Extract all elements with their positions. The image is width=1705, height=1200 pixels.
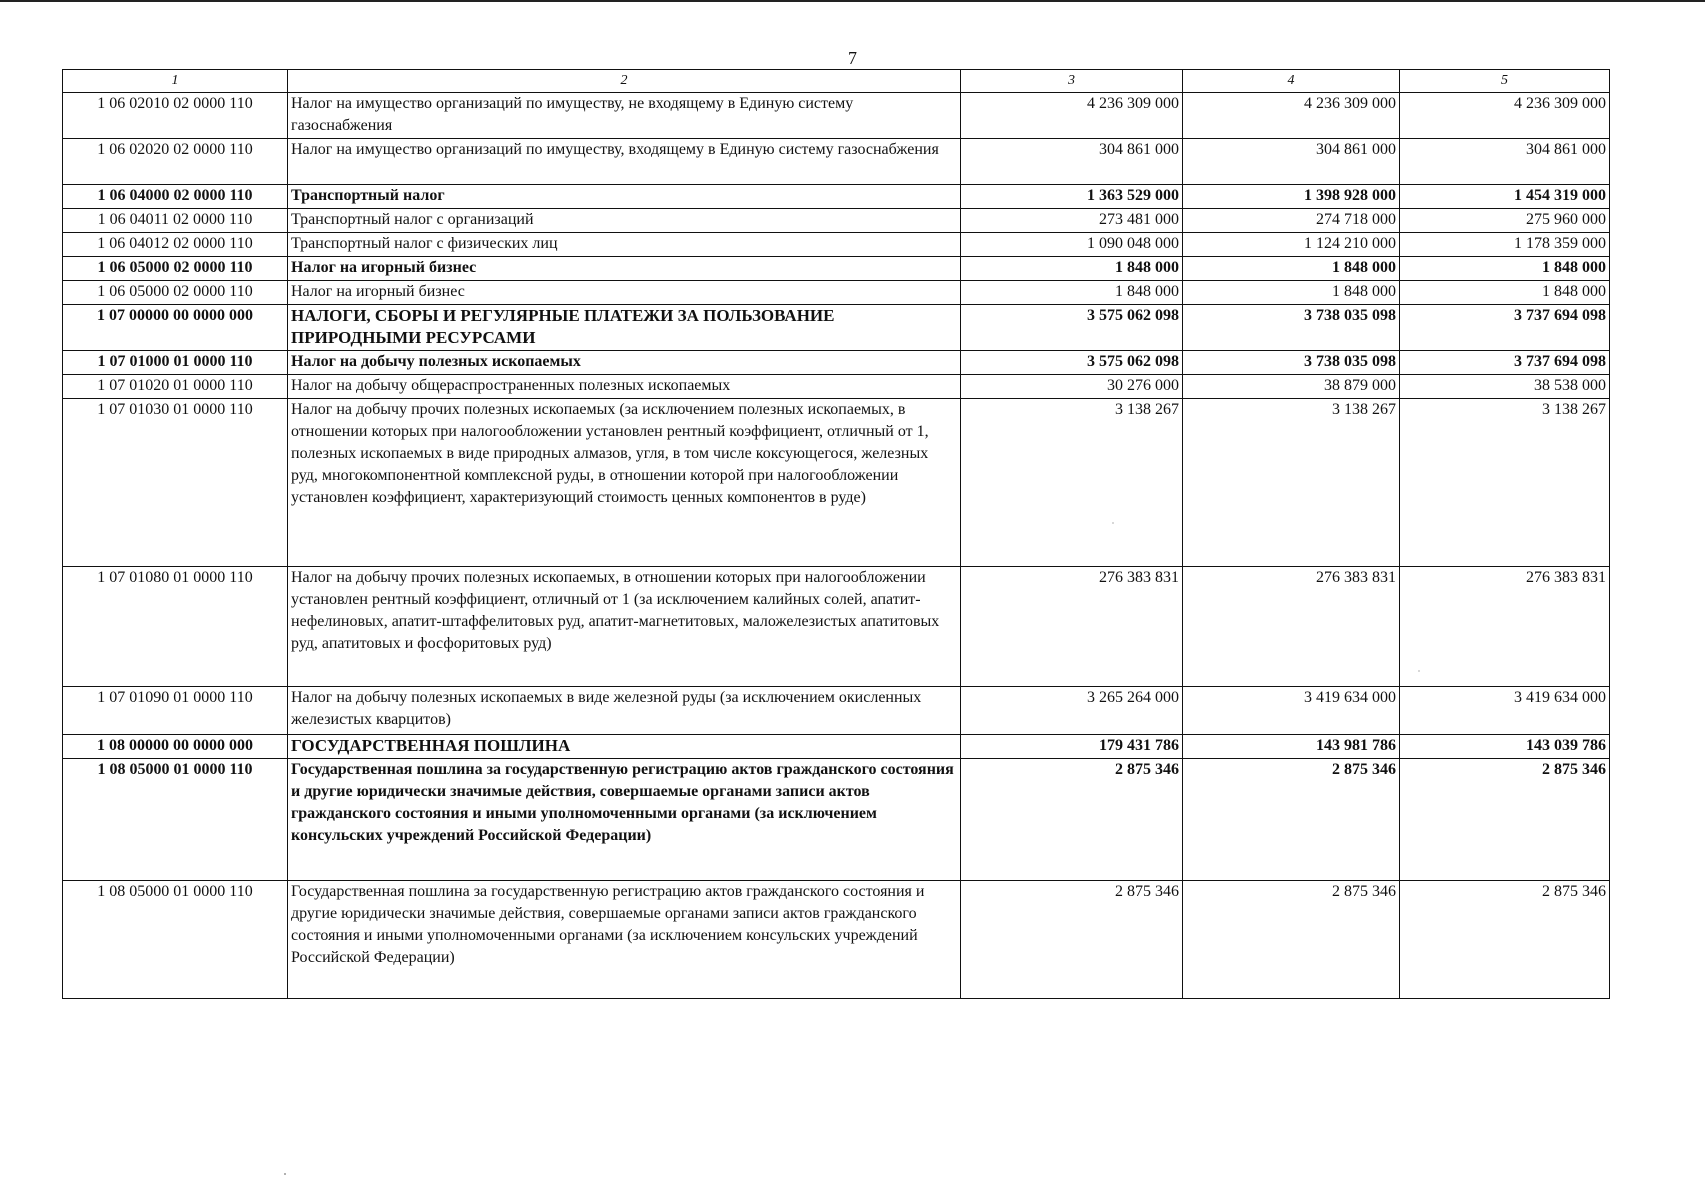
column-header-4: 4 xyxy=(1183,70,1400,93)
column-header-2: 2 xyxy=(288,70,961,93)
row-name-cell: Налог на добычу прочих полезных ископаемых, в отношении которых при налогообложении установлен рентный коэффициент, отличный от 1 (за исключением калийных солей, апатит-нефелиновых, апатит-штаффелитовых руд, апатит-магнетитовых, маложелезистых апатитовых руд, апатитовых и фосфоритовых руд) xyxy=(288,567,961,687)
table-row xyxy=(63,687,1610,735)
table-row xyxy=(63,233,1610,257)
row-value-col3: 273 481 000 xyxy=(961,209,1183,233)
row-value-col5: 1 178 359 000 xyxy=(1400,233,1610,257)
row-name-cell: Налог на добычу полезных ископаемых в виде железной руды (за исключением окисленных железистых кварцитов) xyxy=(288,687,961,735)
row-name-cell: НАЛОГИ, СБОРЫ И РЕГУЛЯРНЫЕ ПЛАТЕЖИ ЗА ПОЛЬЗОВАНИЕ ПРИРОДНЫМИ РЕСУРСАМИ xyxy=(288,305,961,351)
row-value-col3: 1 090 048 000 xyxy=(961,233,1183,257)
row-code-cell: 1 07 01020 01 0000 110 xyxy=(63,375,288,399)
row-value-col3: 2 875 346 xyxy=(961,759,1183,881)
row-name-cell: Транспортный налог с физических лиц xyxy=(288,233,961,257)
scan-speck xyxy=(1418,670,1420,672)
scan-speck xyxy=(284,1173,286,1175)
row-value-col4: 3 738 035 098 xyxy=(1183,351,1400,375)
row-name-cell: Налог на добычу общераспространенных полезных ископаемых xyxy=(288,375,961,399)
row-code-cell: 1 07 01000 01 0000 110 xyxy=(63,351,288,375)
table-row xyxy=(63,881,1610,999)
row-value-col5: 304 861 000 xyxy=(1400,139,1610,185)
row-value-col5: 3 138 267 xyxy=(1400,399,1610,567)
table-row xyxy=(63,351,1610,375)
row-value-col4: 1 848 000 xyxy=(1183,257,1400,281)
row-name-cell: Налог на добычу полезных ископаемых xyxy=(288,351,961,375)
row-value-col3: 1 848 000 xyxy=(961,257,1183,281)
row-name-cell: Государственная пошлина за государственную регистрацию актов гражданского состояния и другие юридически значимые действия, совершаемые органами записи актов гражданского состояния и иными уполномоченными органами (за исключением консульских учреждений Российской Федерации) xyxy=(288,759,961,881)
row-value-col4: 1 848 000 xyxy=(1183,281,1400,305)
row-value-col4: 2 875 346 xyxy=(1183,881,1400,999)
table-row xyxy=(63,185,1610,209)
row-code-cell: 1 06 05000 02 0000 110 xyxy=(63,281,288,305)
row-name-cell: Налог на игорный бизнес xyxy=(288,281,961,305)
row-value-col4: 274 718 000 xyxy=(1183,209,1400,233)
row-code-cell: 1 08 05000 01 0000 110 xyxy=(63,881,288,999)
row-code-cell: 1 06 02010 02 0000 110 xyxy=(63,93,288,139)
row-value-col3: 304 861 000 xyxy=(961,139,1183,185)
row-code-cell: 1 06 04000 02 0000 110 xyxy=(63,185,288,209)
row-value-col3: 2 875 346 xyxy=(961,881,1183,999)
table-row xyxy=(63,281,1610,305)
row-value-col5: 275 960 000 xyxy=(1400,209,1610,233)
column-header-5: 5 xyxy=(1400,70,1610,93)
row-code-cell: 1 07 01090 01 0000 110 xyxy=(63,687,288,735)
row-value-col4: 3 738 035 098 xyxy=(1183,305,1400,351)
row-value-col4: 2 875 346 xyxy=(1183,759,1400,881)
row-name-cell: Транспортный налог xyxy=(288,185,961,209)
row-value-col5: 2 875 346 xyxy=(1400,881,1610,999)
row-value-col4: 4 236 309 000 xyxy=(1183,93,1400,139)
row-code-cell: 1 07 01080 01 0000 110 xyxy=(63,567,288,687)
table-row xyxy=(63,93,1610,139)
row-value-col3: 3 575 062 098 xyxy=(961,305,1183,351)
row-code-cell: 1 06 04012 02 0000 110 xyxy=(63,233,288,257)
row-value-col5: 143 039 786 xyxy=(1400,735,1610,759)
row-value-col4: 276 383 831 xyxy=(1183,567,1400,687)
row-value-col3: 276 383 831 xyxy=(961,567,1183,687)
row-value-col4: 304 861 000 xyxy=(1183,139,1400,185)
row-value-col3: 3 138 267 xyxy=(961,399,1183,567)
row-value-col3: 3 265 264 000 xyxy=(961,687,1183,735)
row-code-cell: 1 07 00000 00 0000 000 xyxy=(63,305,288,351)
row-code-cell: 1 06 04011 02 0000 110 xyxy=(63,209,288,233)
row-value-col5: 2 875 346 xyxy=(1400,759,1610,881)
table-row xyxy=(63,375,1610,399)
row-value-col5: 1 454 319 000 xyxy=(1400,185,1610,209)
row-value-col4: 143 981 786 xyxy=(1183,735,1400,759)
table-row xyxy=(63,139,1610,185)
row-value-col5: 3 737 694 098 xyxy=(1400,351,1610,375)
row-value-col4: 38 879 000 xyxy=(1183,375,1400,399)
row-value-col4: 3 419 634 000 xyxy=(1183,687,1400,735)
table-row xyxy=(63,567,1610,687)
row-value-col3: 4 236 309 000 xyxy=(961,93,1183,139)
scan-speck xyxy=(1112,522,1114,524)
row-code-cell: 1 07 01030 01 0000 110 xyxy=(63,399,288,567)
row-value-col3: 179 431 786 xyxy=(961,735,1183,759)
row-value-col3: 3 575 062 098 xyxy=(961,351,1183,375)
row-name-cell: Транспортный налог с организаций xyxy=(288,209,961,233)
row-name-cell: Налог на имущество организаций по имуществу, входящему в Единую систему газоснабжения xyxy=(288,139,961,185)
row-name-cell: ГОСУДАРСТВЕННАЯ ПОШЛИНА xyxy=(288,735,961,759)
row-value-col4: 3 138 267 xyxy=(1183,399,1400,567)
table-body xyxy=(63,93,1610,999)
row-name-cell: Налог на игорный бизнес xyxy=(288,257,961,281)
row-code-cell: 1 08 05000 01 0000 110 xyxy=(63,759,288,881)
table-row xyxy=(63,735,1610,759)
column-header-1: 1 xyxy=(63,70,288,93)
revenue-table xyxy=(62,69,1610,999)
row-name-cell: Налог на добычу прочих полезных ископаемых (за исключением полезных ископаемых, в отношении которых при налогообложении установлен рентный коэффициент, отличный от 1, полезных ископаемых в виде природных алмазов, угля, в том числе коксующегося, железных руд, многокомпонентной комплексной руды, в отношении которой при налогообложении установлен коэффициент, характеризующий стоимость ценных компонентов в руде) xyxy=(288,399,961,567)
row-name-cell: Государственная пошлина за государственную регистрацию актов гражданского состояния и другие юридически значимые действия, совершаемые органами записи актов гражданского состояния и иными уполномоченными органами (за исключением консульских учреждений Российской Федерации) xyxy=(288,881,961,999)
row-value-col4: 1 124 210 000 xyxy=(1183,233,1400,257)
table-row xyxy=(63,399,1610,567)
row-value-col5: 1 848 000 xyxy=(1400,257,1610,281)
page-number: 7 xyxy=(848,48,857,68)
row-value-col5: 38 538 000 xyxy=(1400,375,1610,399)
row-value-col3: 1 848 000 xyxy=(961,281,1183,305)
row-value-col5: 3 419 634 000 xyxy=(1400,687,1610,735)
row-name-cell: Налог на имущество организаций по имуществу, не входящему в Единую систему газоснабжения xyxy=(288,93,961,139)
row-value-col5: 1 848 000 xyxy=(1400,281,1610,305)
row-value-col5: 3 737 694 098 xyxy=(1400,305,1610,351)
table-row xyxy=(63,305,1610,351)
table-row xyxy=(63,209,1610,233)
row-value-col5: 276 383 831 xyxy=(1400,567,1610,687)
row-code-cell: 1 06 02020 02 0000 110 xyxy=(63,139,288,185)
table-row xyxy=(63,257,1610,281)
column-header-3: 3 xyxy=(961,70,1183,93)
table-row xyxy=(63,759,1610,881)
row-value-col5: 4 236 309 000 xyxy=(1400,93,1610,139)
table-header-row xyxy=(63,70,1610,93)
row-value-col4: 1 398 928 000 xyxy=(1183,185,1400,209)
row-code-cell: 1 08 00000 00 0000 000 xyxy=(63,735,288,759)
row-value-col3: 30 276 000 xyxy=(961,375,1183,399)
row-code-cell: 1 06 05000 02 0000 110 xyxy=(63,257,288,281)
row-value-col3: 1 363 529 000 xyxy=(961,185,1183,209)
